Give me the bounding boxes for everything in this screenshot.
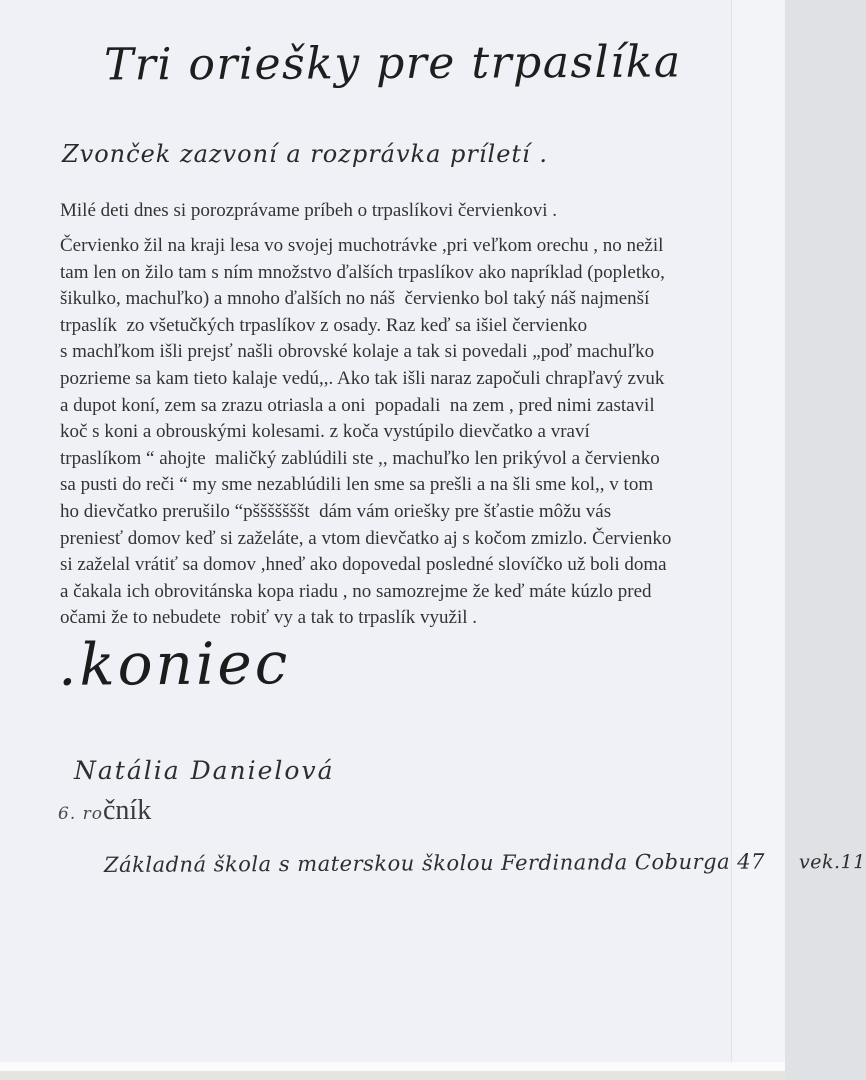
grade-print-part: čník: [103, 795, 152, 826]
story-body-line: šikulko, machuľko) a mnoho ďalších no náš červienko bol taký náš najmenší: [60, 288, 650, 310]
paper-edge-line: [731, 0, 732, 1064]
story-body-line: trpaslík zo všetučkých trpaslíkov z osady. Raz keď sa išiel červienko: [60, 314, 588, 336]
story-body-line: tam len on žilo tam s ním množstvo ďalších trpaslíkov ako napríklad (popletko,: [60, 261, 665, 283]
end-word: .koniec: [57, 629, 291, 699]
story-title: Tri oriešky pre trpaslíka: [103, 36, 682, 91]
author-age: vek.11: [798, 851, 866, 874]
story-body-line: trpaslíkom “ ahojte maličký zablúdili ste ,, machuľko len prikývol a červienko: [60, 447, 660, 469]
school-name: Základná škola s materskou školou Ferdinanda Coburga 47: [103, 849, 766, 877]
story-body-line: a dupot koní, zem sa zrazu otriasla a oni popadali na zem , pred nimi zastavil: [60, 394, 655, 416]
story-body: [60, 233, 720, 632]
story-body-line: si zaželal vrátiť sa domov ,hneď ako dopovedal posledné slovíčko už boli doma: [60, 554, 667, 576]
story-subtitle: Zvonček zazvoní a rozprávka príletí .: [62, 140, 548, 168]
story-body-line: s machľkom išli prejsť našli obrovské kolaje a tak si povedali „poď machuľko: [60, 341, 655, 363]
story-body-line: očami že to nebudete robiť vy a tak to trpaslík využil .: [60, 607, 478, 629]
story-body-line: Červienko žil na kraji lesa vo svojej muchotrávke ,pri veľkom orechu , no nežil: [60, 235, 664, 256]
scanner-background-strip: [0, 1071, 785, 1080]
grade-script-part: 6. ro: [58, 804, 103, 824]
paper-right-margin: [732, 0, 785, 1064]
story-body-line: pozrieme sa kam tieto kalaje vedú,,. Ako tak išli naraz započuli chrapľavý zvuk: [60, 367, 665, 389]
author-name: Natália Danielová: [74, 756, 335, 785]
story-body-line: a čakala ich obrovitánska kopa riadu , no samozrejme že keď máte kúzlo pred: [60, 580, 652, 602]
grade-line: [58, 795, 151, 827]
story-body-line: ho dievčatko prerušilo “pšššššššt dám vám oriešky pre šťastie môžu vás: [60, 500, 612, 522]
story-body-line: sa pusti do reči “ my sme nezablúdili len sme sa prešli a na šli sme kol,, v tom: [60, 474, 654, 496]
intro-paragraph: Milé deti dnes si porozprávame príbeh o trpaslíkovi červienkovi .: [60, 200, 558, 221]
story-body-line: koč s koni a obrouskými kolesami. z koča vystúpilo dievčatko a vraví: [60, 421, 590, 443]
paper-bottom-edge: [0, 1062, 785, 1071]
school-line: [104, 849, 866, 877]
story-body-line: preniesť domov keď si zaželáte, a vtom dievčatko aj s kočom zmizlo. Červienko: [60, 527, 672, 549]
